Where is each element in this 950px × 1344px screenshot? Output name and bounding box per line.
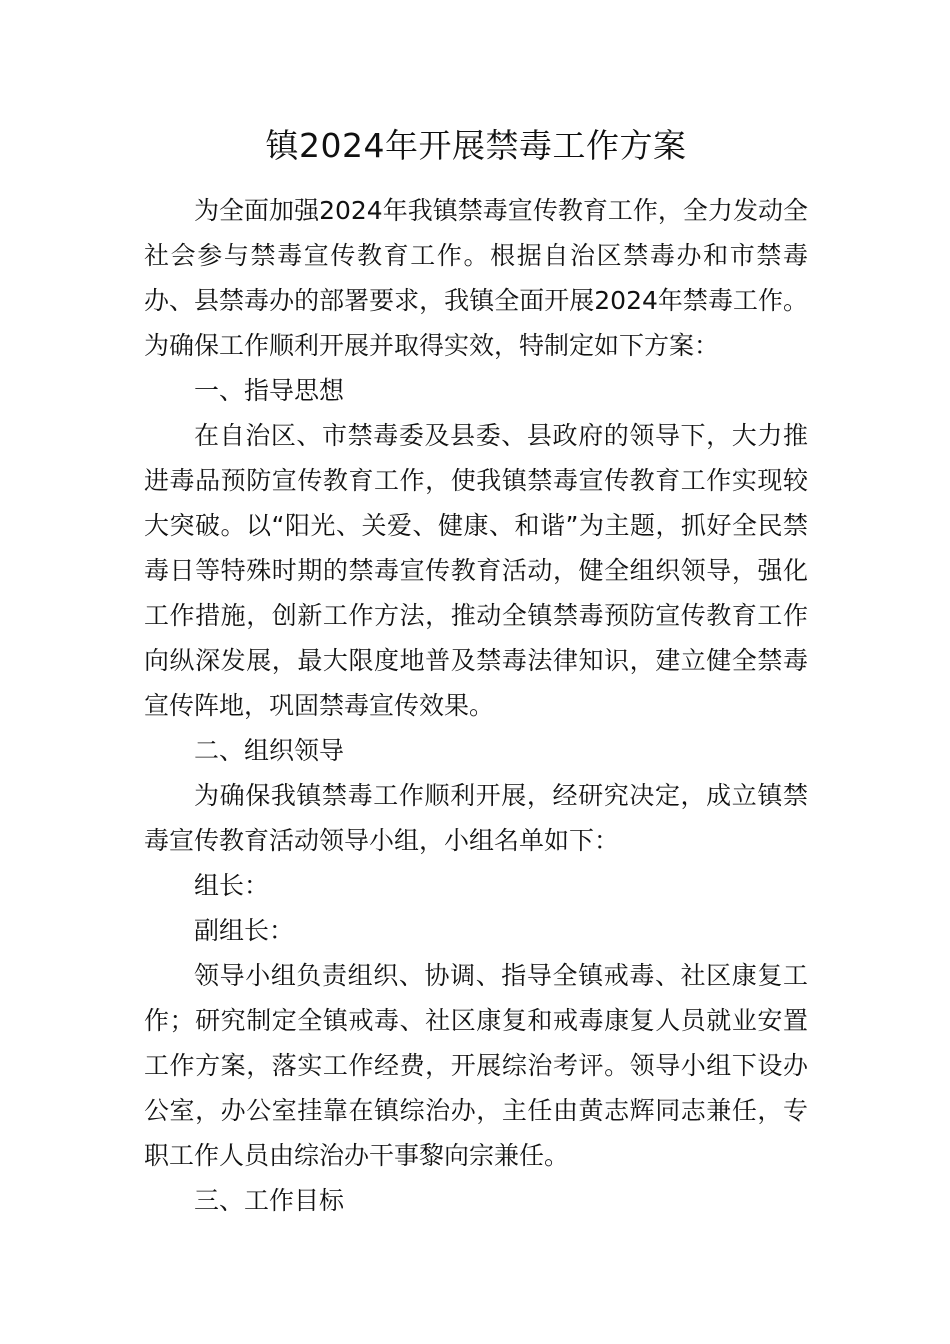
leader-line: 组长： — [194, 871, 270, 900]
deputy-leader-line: 副组长： — [194, 916, 295, 945]
section-3-heading: 三、工作目标 — [194, 1186, 345, 1215]
intro-paragraph: 为全面加强2024年我镇禁毒宣传教育工作，全力发动全社会参与禁毒宣传教育工作。根据自治区禁毒办和市禁毒办、县禁毒办的部署要求，我镇全面开展2024年禁毒工作。为确保工作顺利开展并取得实效，特制定如下方案： — [144, 196, 808, 360]
section-1-paragraph: 在自治区、市禁毒委及县委、县政府的领导下，大力推进毒品预防宣传教育工作，使我镇禁毒宣传教育工作实现较大突破。以“阳光、关爱、健康、和谐”为主题，抓好全民禁毒日等特殊时期的禁毒宣传教育活动，健全组织领导，强化工作措施，创新工作方法，推动全镇禁毒预防宣传教育工作向纵深发展，最大限度地普及禁毒法律知识，建立健全禁毒宣传阵地，巩固禁毒宣传效果。 — [144, 421, 808, 720]
document-title: 镇2024年开展禁毒工作方案 — [265, 126, 687, 165]
section-2-paragraph: 为确保我镇禁毒工作顺利开展，经研究决定，成立镇禁毒宣传教育活动领导小组，小组名单如下： — [144, 781, 808, 855]
section-1-heading: 一、指导思想 — [194, 376, 345, 405]
section-2-heading: 二、组织领导 — [194, 736, 345, 765]
document-body — [144, 188, 808, 1223]
section-2-duties-paragraph: 领导小组负责组织、协调、指导全镇戒毒、社区康复工作；研究制定全镇戒毒、社区康复和戒毒康复人员就业安置工作方案，落实工作经费，开展综治考评。领导小组下设办公室，办公室挂靠在镇综治办，主任由黄志辉同志兼任，专职工作人员由综治办干事黎向宗兼任。 — [144, 961, 808, 1170]
